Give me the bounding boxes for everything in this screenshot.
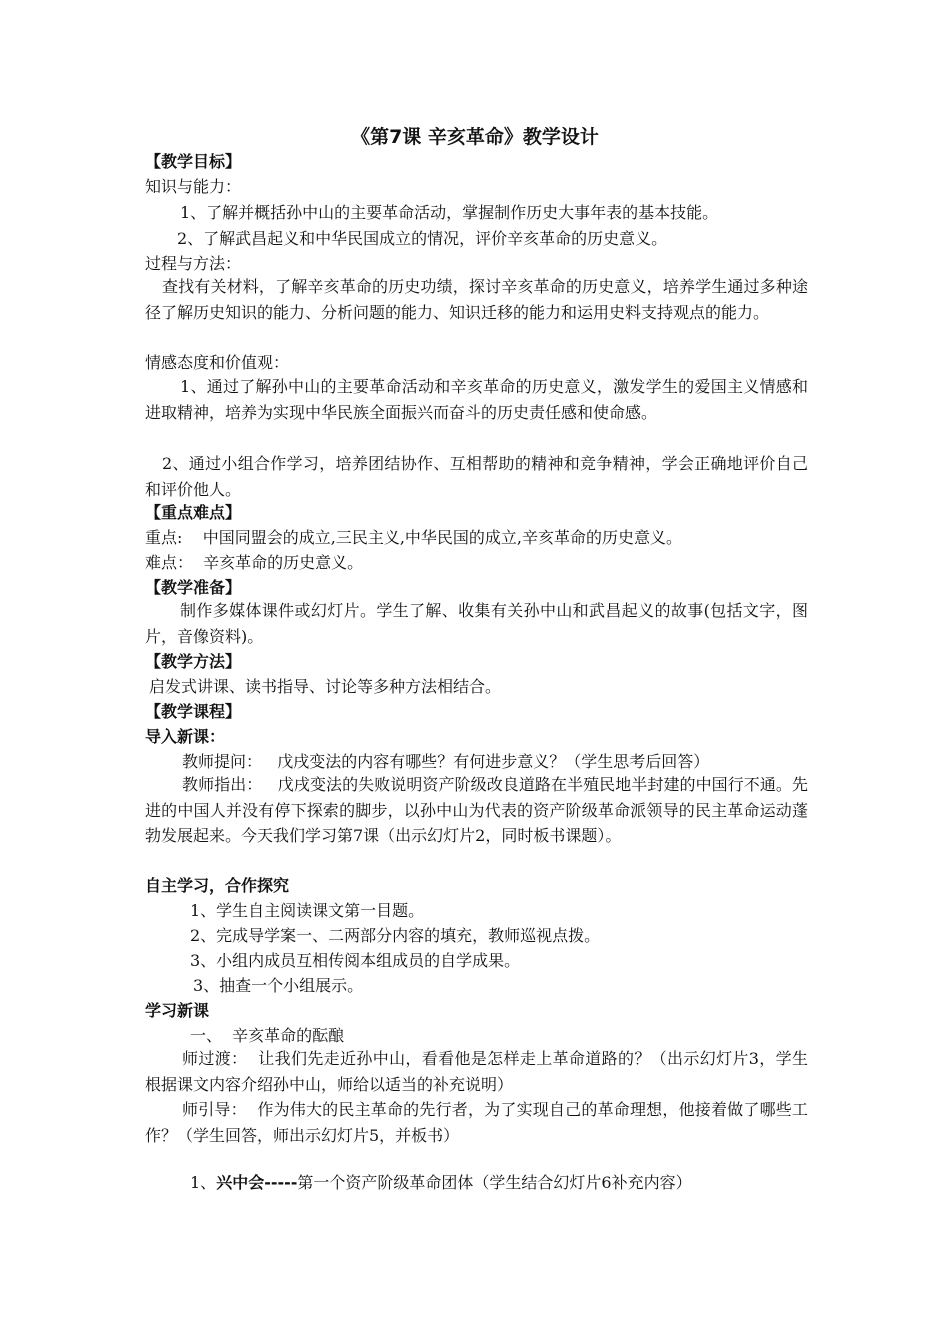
teacher-guide: 师引导： 作为伟大的民主革命的先行者，为了实现自己的革命理想，他接着做了哪些工作？（学生回答，师出示幻灯片5，并板书）: [145, 1100, 808, 1145]
knowledge-item-2: 2、了解武昌起义和中华民国成立的情况，评价辛亥革命的历史意义。: [177, 229, 668, 248]
teacher-transition: 师过渡： 让我们先走近孙中山，看看他是怎样走上革命道路的？（出示幻灯片3，学生根据课文内容介绍孙中山，师给以适当的补充说明）: [145, 1049, 808, 1094]
process-paragraph: 查找有关材料，了解辛亥革命的历史功绩，探讨辛亥革命的历史意义，培养学生通过多种途径了解历史知识的能力、分析问题的能力、知识迁移的能力和运用史料支持观点的能力。: [145, 277, 808, 322]
key-focus: 重点: 中国同盟会的成立,三民主义,中华民国的成立,辛亥革命的历史意义。: [145, 528, 682, 547]
heading-preparation: 【教学准备】: [145, 578, 242, 597]
intro-label: 导入新课：: [145, 727, 226, 746]
self-study-item-2: 2、完成导学案一、二两部分内容的填充，教师巡视点拨。: [190, 926, 601, 945]
heading-method: 【教学方法】: [145, 652, 242, 671]
key-difficulty: 难点： 辛亥革命的历史意义。: [145, 553, 364, 572]
heading-course: 【教学课程】: [145, 702, 242, 721]
method-text: 启发式讲课、读书指导、讨论等多种方法相结合。: [149, 677, 502, 696]
knowledge-item-1: 1、了解并概括孙中山的主要革命活动，掌握制作历史大事年表的基本技能。: [180, 203, 719, 222]
item-bold-term: 兴中会-----: [216, 1173, 298, 1192]
item-xingzhonghui: [190, 1170, 820, 1195]
new-lesson-label: 学习新课: [145, 1001, 210, 1020]
emotion-label: 情感态度和价值观：: [145, 353, 290, 372]
knowledge-label: 知识与能力：: [145, 177, 242, 196]
process-label: 过程与方法：: [145, 254, 242, 273]
emotion-paragraph-1: 1、通过了解孙中山的主要革命活动和辛亥革命的历史意义，激发学生的爱国主义情感和进取精神，培养为实现中华民族全面振兴而奋斗的历史责任感和使命感。: [145, 377, 808, 422]
item-number: 1、: [190, 1173, 217, 1192]
self-study-item-4: 3、抽查一个小组展示。: [193, 976, 364, 995]
teacher-point: 教师指出： 戊戌变法的失败说明资产阶级改良道路在半殖民地半封建的中国行不通。先进的中国人并没有停下探索的脚步，以孙中山为代表的资产阶级革命派领导的民主革命运动蓬勃发展起来。今天我们学习第7课（出示幻灯片2，同时板书课题）。: [145, 775, 808, 846]
preparation-paragraph: 制作多媒体课件或幻灯片。学生了解、收集有关孙中山和武昌起义的故事(包括文字，图片，音像资料)。: [145, 601, 808, 646]
section-1-title: 一、 辛亥革命的酝酿: [190, 1026, 345, 1045]
self-study-label: 自主学习，合作探究: [145, 876, 290, 895]
item-description: 第一个资产阶级革命团体（学生结合幻灯片6补充内容）: [297, 1173, 692, 1192]
heading-teaching-goals: 【教学目标】: [145, 152, 242, 171]
emotion-paragraph-2: 2、通过小组合作学习，培养团结协作、互相帮助的精神和竞争精神，学会正确地评价自己和评价他人。: [145, 454, 808, 499]
self-study-item-1: 1、学生自主阅读课文第一目题。: [190, 901, 425, 920]
teacher-question: 教师提问： 戊戌变法的内容有哪些？有何进步意义？（学生思考后回答）: [182, 752, 710, 771]
self-study-item-3: 3、小组内成员互相传阅本组成员的自学成果。: [190, 951, 521, 970]
heading-keypoints: 【重点难点】: [145, 503, 242, 522]
document-title: 《第7课 辛亥革命》教学设计: [351, 126, 599, 148]
